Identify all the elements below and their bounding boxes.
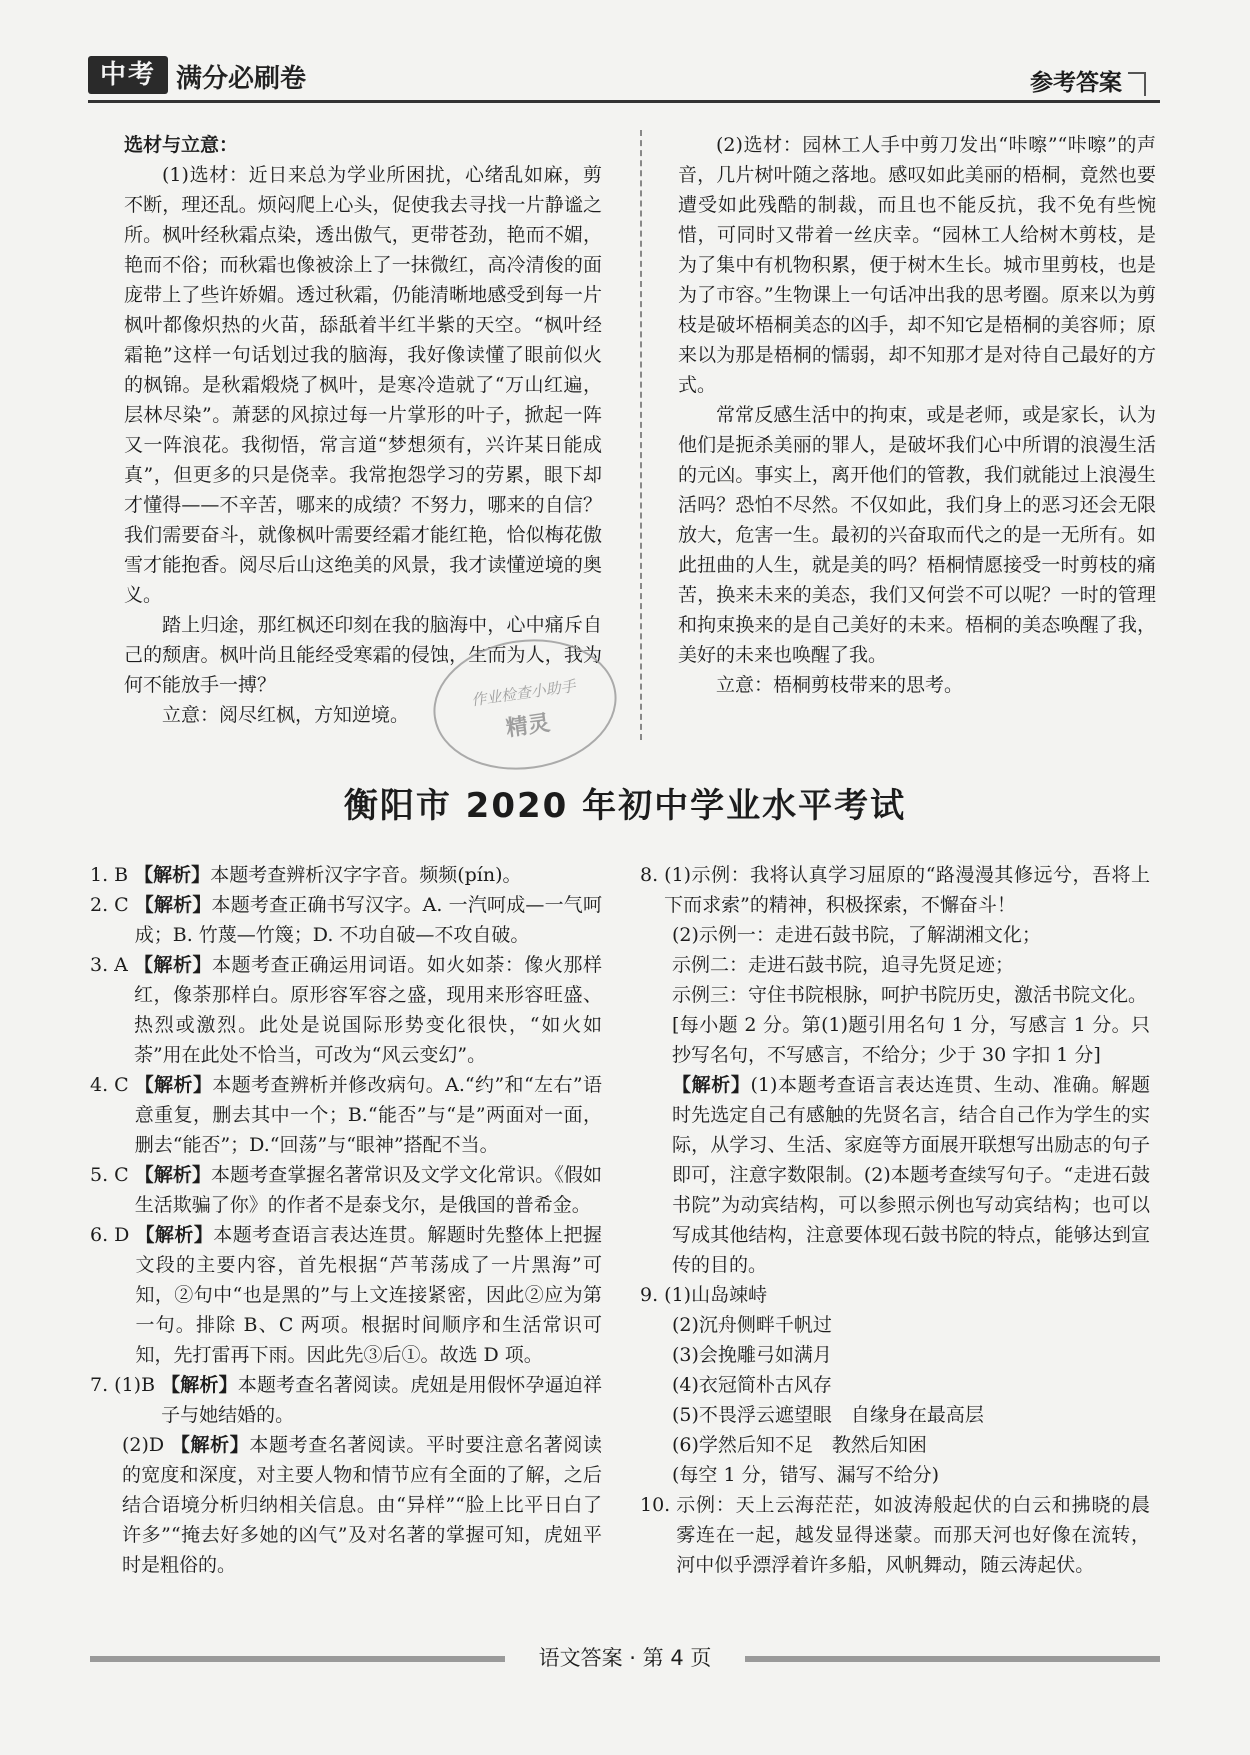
brand-badge: 中考 — [88, 56, 168, 94]
page-number: 语文答案 · 第 4 页 — [538, 1646, 712, 1670]
answer-line: (4)衣冠简朴古风存 — [672, 1374, 832, 1396]
scoring-note: [每小题 2 分。第(1)题引用名句 1 分，写感言 1 分。只抄写名句，不写感言，不给分；少于 30 字扣 1 分] — [672, 1014, 1150, 1066]
essay-paragraph: 踏上归途，那红枫还印刻在我的脑海中，心中痛斥自己的颓唐。枫叶尚且能经受寒霜的侵蚀，生而为人，我为何不能放手一搏？ — [124, 614, 602, 696]
answer-text: 本题考查语言表达连贯。解题时先整体上把握文段的主要内容，首先根据“芦苇荡成了一片黑海”可知，②句中“也是黑的”与上文连接紧密，因此②应为第一句。排除 B、C 两项。根据时间顺序和生活常识可知，先打雷再下雨。因此先③后①。故选 D 项。 — [135, 1224, 602, 1366]
analysis-tag: 【解析】 — [134, 894, 212, 916]
page-header — [88, 52, 1158, 102]
answer-item — [90, 1370, 602, 1430]
answer-item — [90, 890, 602, 950]
exam-section-title: 衡阳市 2020 年初中学业水平考试 — [343, 786, 907, 826]
essay-theme: 立意：阅尽红枫，方知逆境。 — [162, 704, 410, 726]
analysis-tag: 【解析】 — [134, 1074, 213, 1096]
essay-paragraph: (1)选材：近日来总为学业所困扰，心绪乱如麻，剪不断，理还乱。烦闷爬上心头，促使我去寻找一片静谧之所。枫叶经秋霜点染，透出傲气，更带苍劲，艳而不媚，艳而不俗；而秋霜也像被涂上了一抹微红，高冷清俊的面庞带上了些许娇媚。透过秋霜，仍能清晰地感受到每一片枫叶都像炽热的火苗，舔舐着半红半紫的天空。“枫叶经霜艳”这样一句话划过我的脑海，我好像读懂了眼前似火的枫锦。是秋霜煅烧了枫叶，是寒冷造就了“万山红遍，层林尽染”。萧瑟的风掠过每一片掌形的叶子，掀起一阵又一阵浪花。我彻悟，常言道“梦想须有，兴许某日能成真”，但更多的只是侥幸。我常抱怨学习的劳累，眼下却才懂得——不辛苦，哪来的成绩？不努力，哪来的自信？我们需要奋斗，就像枫叶需要经霜才能红艳，恰似梅花傲雪才能抱香。阅尽后山这绝美的风景，我才读懂逆境的奥义。 — [124, 164, 602, 606]
footer-bar — [745, 1656, 1160, 1662]
header-section-label: 参考答案 — [1030, 70, 1122, 96]
essay-heading: 选材与立意： — [124, 134, 239, 156]
answer-line: (2)示例一：走进石鼓书院，了解湖湘文化； — [672, 924, 1041, 946]
essay-paragraph: 常常反感生活中的拘束，或是老师，或是家长，认为他们是扼杀美丽的罪人，是破坏我们心中所谓的浪漫生活的元凶。事实上，离开他们的管教，我们就能过上浪漫生活吗？恐怕不尽然。不仅如此，我们身上的恶习还会无限放大，危害一生。最初的兴奋取而代之的是一无所有。如此扭曲的人生，就是美的吗？梧桐情愿接受一时剪枝的痛苦，换来未来的美态，我们又何尝不可以呢？一时的管理和拘束换来的是自己美好的未来。梧桐的美态唤醒了我，美好的未来也唤醒了我。 — [678, 404, 1156, 666]
answer-line: 示例二：走进石鼓书院，追寻先贤足迹； — [672, 954, 1015, 976]
stamp-text: 精灵 — [504, 710, 552, 742]
answer-number: 6. D — [90, 1224, 136, 1246]
answer-number: 9. — [640, 1284, 665, 1306]
answer-number: 1. B — [90, 864, 135, 886]
answer-number: (2)D — [122, 1434, 171, 1456]
answer-text: 示例：天上云海茫茫，如波涛般起伏的白云和拂晓的晨雾连在一起，越发显得迷蒙。而那天河也好像在流转，河中似乎漂浮着许多船，风帆舞动，随云涛起伏。 — [676, 1494, 1150, 1576]
answer-item — [90, 1070, 602, 1160]
answer-item — [640, 1490, 1150, 1580]
essay-paragraph: (2)选材：园林工人手中剪刀发出“咔嚓”“咔嚓”的声音，几片树叶随之落地。感叹如此美丽的梧桐，竟然也要遭受如此残酷的制裁，而且也不能反抗，我不免有些惋惜，可同时又带着一丝庆幸。“园林工人给树木剪枝，是为了集中有机物积累，便于树木生长。城市里剪枝，也是为了市容。”生物课上一句话冲出我的思考圈。原来以为剪枝是破坏梧桐美态的凶手，却不知它是梧桐的美容师；原来以为那是梧桐的懦弱，却不知那才是对待自己最好的方式。 — [678, 134, 1156, 396]
answer-item — [90, 860, 602, 890]
answer-analysis — [640, 1070, 1150, 1280]
analysis-tag: 【解析】 — [170, 1434, 250, 1456]
answer-text: 本题考查正确运用词语。如火如荼：像火那样红，像荼那样白。原形容军容之盛，现用来形容旺盛、热烈或激烈。此处是说国际形势变化很快，“如火如荼”用在此处不恰当，可改为“风云变幻”。 — [133, 954, 602, 1066]
analysis-tag: 【解析】 — [135, 1224, 214, 1246]
analysis-tag: 【解析】 — [133, 954, 213, 976]
answer-item — [90, 950, 602, 1070]
answer-number: 4. C — [90, 1074, 135, 1096]
answer-item — [90, 1160, 602, 1220]
analysis-tag: 【解析】 — [672, 1074, 751, 1096]
answer-line: 示例三：守住书院根脉，呵护书院历史，激活书院文化。 — [672, 984, 1148, 1006]
column-divider — [640, 130, 642, 740]
answer-line: (5)不畏浮云遮望眼 自缘身在最高层 — [672, 1404, 984, 1426]
page-footer — [90, 1640, 1160, 1680]
answer-line: (6)学然后知不足 教然后知困 — [672, 1434, 927, 1456]
essay-right-column — [678, 130, 1156, 700]
answer-subitem — [90, 1430, 602, 1580]
answer-text: 本题考查名著阅读。虎妞是用假怀孕逼迫祥子与她结婚的。 — [161, 1374, 602, 1426]
brand-title: 满分必刷卷 — [176, 64, 307, 94]
answers-left-column — [90, 860, 602, 1580]
answer-number: 8. — [640, 864, 665, 886]
answer-line: (2)沉舟侧畔千帆过 — [672, 1314, 832, 1336]
stamp-text: 作业检查小助手 — [470, 676, 577, 710]
answer-number: 2. C — [90, 894, 135, 916]
answer-text: (1)山岛竦峙 — [664, 1284, 768, 1306]
answer-item — [640, 1280, 1150, 1310]
answer-number: 3. A — [90, 954, 134, 976]
essay-theme: 立意：梧桐剪枝带来的思考。 — [716, 674, 964, 696]
answer-text: 本题考查名著阅读。平时要注意名著阅读的宽度和深度，对主要人物和情节应有全面的了解，之后结合语境分析归纳相关信息。由“异样”“脸上比平日白了许多”“掩去好多她的凶气”及对名著的掌握可知，虎妞平时是粗俗的。 — [122, 1434, 602, 1576]
answer-text: 本题考查辨析并修改病句。A.“约”和“左右”语意重复，删去其中一个；B.“能否”与“是”两面对一面，删去“能否”；D.“回荡”与“眼神”搭配不当。 — [134, 1074, 602, 1156]
header-rule — [88, 100, 1160, 103]
answer-number: 10. — [640, 1494, 677, 1516]
corner-mark-icon — [1128, 72, 1146, 96]
analysis-tag: 【解析】 — [161, 1374, 238, 1396]
answer-text: 本题考查正确书写汉字。A. 一汽呵成—一气呵成；B. 竹蔑—竹篾；D. 不功自破—不攻自破。 — [134, 894, 602, 946]
answer-text: (1)本题考查语言表达连贯、生动、准确。解题时先选定自己有感触的先贤名言，结合自己作为学生的实际，从学习、生活、家庭等方面展开联想写出励志的句子即可，注意字数限制。(2)本题考查续写句子。“走进石鼓书院”为动宾结构，可以参照示例也写动宾结构；也可以写成其他结构，注意要体现石鼓书院的特点，能够达到宣传的目的。 — [672, 1074, 1150, 1276]
scoring-note: (每空 1 分，错写、漏写不给分) — [672, 1464, 939, 1486]
answer-text: 本题考查辨析汉字字音。频频(pín)。 — [210, 864, 522, 886]
answer-line: (3)会挽雕弓如满月 — [672, 1344, 832, 1366]
answer-item — [90, 1220, 602, 1370]
answers-right-column — [640, 860, 1150, 1580]
answer-text: (1)示例：我将认真学习屈原的“路漫漫其修远兮，吾将上下而求索”的精神，积极探索，不懈奋斗！ — [664, 864, 1150, 916]
analysis-tag: 【解析】 — [134, 1164, 212, 1186]
answer-number: 7. (1)B — [90, 1374, 162, 1396]
answer-text: 本题考查掌握名著常识及文学文化常识。《假如生活欺骗了你》的作者不是泰戈尔，是俄国的普希金。 — [134, 1164, 602, 1216]
analysis-tag: 【解析】 — [134, 864, 211, 886]
answer-number: 5. C — [90, 1164, 135, 1186]
answer-item — [640, 860, 1150, 920]
